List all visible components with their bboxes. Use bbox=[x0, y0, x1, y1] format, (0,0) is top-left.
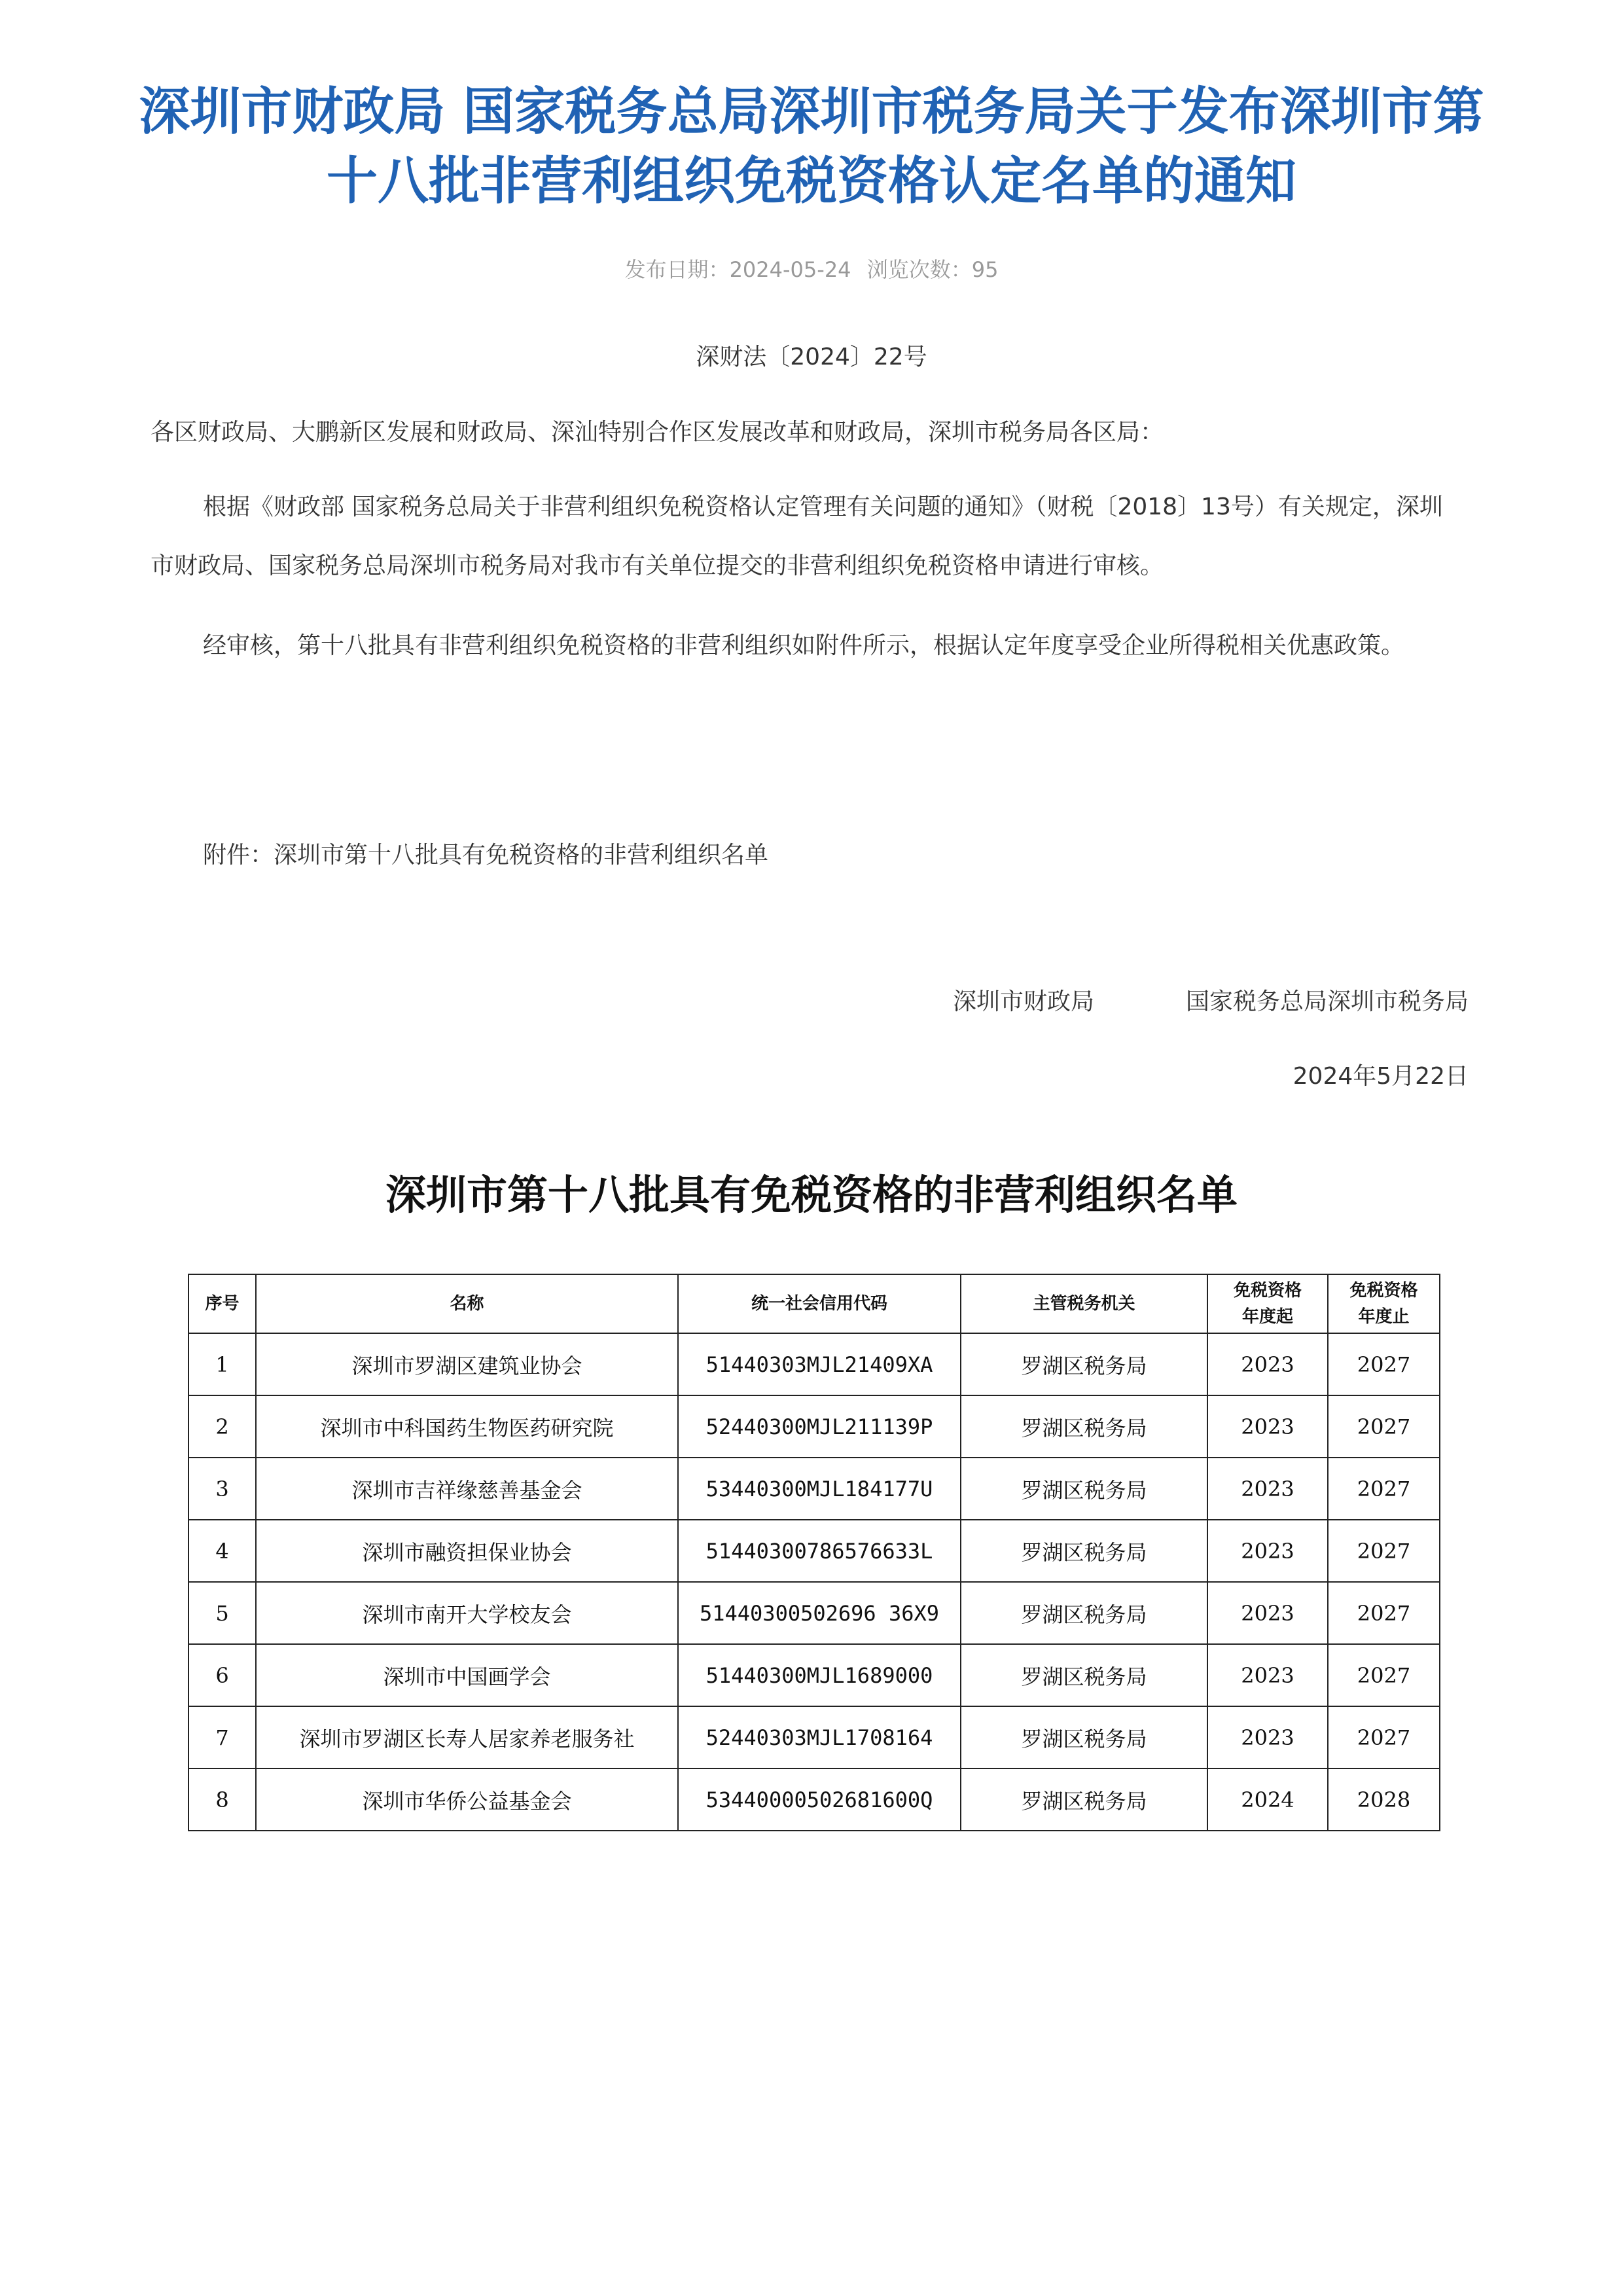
table-header-row bbox=[188, 1274, 1440, 1333]
cell-tax-authority: 罗湖区税务局 bbox=[961, 1706, 1207, 1768]
cell-seq: 7 bbox=[188, 1706, 256, 1768]
notice-title: 深圳市财政局 国家税务总局深圳市税务局关于发布深圳市第十八批非营利组织免税资格认定名单的通知 bbox=[139, 82, 1484, 211]
cell-credit-code: 52440303MJL1708164 bbox=[678, 1706, 961, 1768]
cell-tax-authority: 罗湖区税务局 bbox=[961, 1520, 1207, 1582]
table-row bbox=[188, 1458, 1440, 1520]
header-tax-authority: 主管税务机关 bbox=[961, 1274, 1207, 1333]
cell-end-year: 2027 bbox=[1328, 1395, 1440, 1458]
view-count: 95 bbox=[971, 257, 999, 282]
organization-table bbox=[188, 1274, 1440, 1831]
cell-start-year: 2023 bbox=[1207, 1706, 1328, 1768]
cell-credit-code: 534400005026816​00Q bbox=[678, 1768, 961, 1831]
cell-end-year: 2027 bbox=[1328, 1333, 1440, 1395]
cell-name: 深圳市中国画学会 bbox=[256, 1644, 678, 1706]
header-seq: 序号 bbox=[188, 1274, 256, 1333]
cell-start-year: 2023 bbox=[1207, 1644, 1328, 1706]
header-name: 名称 bbox=[256, 1274, 678, 1333]
cell-start-year: 2023 bbox=[1207, 1333, 1328, 1395]
table-row bbox=[188, 1768, 1440, 1831]
body-paragraph-1: 根据《财政部 国家税务总局关于非营利组织免税资格认定管理有关问题的通知》（财税〔2018〕13号）有关规定，深圳市财政局、国家税务总局深圳市税务局对我市有关单位提交的非营利组织免税资格申请进行审核。 bbox=[151, 493, 1443, 579]
cell-credit-code: 5144030078657​6633L bbox=[678, 1520, 961, 1582]
cell-end-year: 2027 bbox=[1328, 1458, 1440, 1520]
header-start-year bbox=[1207, 1274, 1328, 1333]
cell-name: 深圳市南开大学校友会 bbox=[256, 1582, 678, 1644]
cell-name: 深圳市罗湖区长寿人居家养老服务社 bbox=[256, 1706, 678, 1768]
table-row bbox=[188, 1706, 1440, 1768]
cell-seq: 8 bbox=[188, 1768, 256, 1831]
cell-tax-authority: 罗湖区税务局 bbox=[961, 1458, 1207, 1520]
cell-tax-authority: 罗湖区税务局 bbox=[961, 1582, 1207, 1644]
cell-end-year: 2028 bbox=[1328, 1768, 1440, 1831]
signer-tax-bureau: 国家税务总局深圳市税务局 bbox=[1185, 988, 1469, 1015]
sign-date: 2024年5月22日 bbox=[1293, 1063, 1469, 1090]
table-row bbox=[188, 1395, 1440, 1458]
table-row bbox=[188, 1520, 1440, 1582]
table-row bbox=[188, 1644, 1440, 1706]
cell-start-year: 2023 bbox=[1207, 1395, 1328, 1458]
view-count-label: 浏览次数： bbox=[866, 257, 972, 282]
cell-start-year: 2024 bbox=[1207, 1768, 1328, 1831]
addressee: 各区财政局、大鹏新区发展和财政局、深汕特别合作区发展改革和财政局，深圳市税务局各区局： bbox=[151, 419, 1164, 446]
cell-end-year: 2027 bbox=[1328, 1520, 1440, 1582]
cell-start-year: 2023 bbox=[1207, 1520, 1328, 1582]
cell-tax-authority: 罗湖区税务局 bbox=[961, 1644, 1207, 1706]
cell-credit-code: 51440303MJL21409XA bbox=[678, 1333, 961, 1395]
header-start-year-line2: 年度起 bbox=[1241, 1307, 1293, 1327]
table-row bbox=[188, 1582, 1440, 1644]
cell-credit-code: 51440300502696 36X9 bbox=[678, 1582, 961, 1644]
cell-name: 深圳市中科国药生物医药研究院 bbox=[256, 1395, 678, 1458]
cell-tax-authority: 罗湖区税务局 bbox=[961, 1333, 1207, 1395]
cell-end-year: 2027 bbox=[1328, 1644, 1440, 1706]
cell-start-year: 2023 bbox=[1207, 1582, 1328, 1644]
publish-date: 2024-05-24 bbox=[729, 257, 851, 282]
cell-name: 深圳市融资担保业协会 bbox=[256, 1520, 678, 1582]
publish-meta bbox=[0, 257, 1623, 283]
attachment-line: 附件：深圳市第十八批具有免税资格的非营利组织名单 bbox=[203, 842, 769, 869]
header-end-year bbox=[1328, 1274, 1440, 1333]
cell-credit-code: 51440300MJL1689000 bbox=[678, 1644, 961, 1706]
header-end-year-line1: 免税资格 bbox=[1349, 1281, 1418, 1300]
header-end-year-line2: 年度止 bbox=[1358, 1307, 1410, 1327]
cell-credit-code: 53440300MJL184177U bbox=[678, 1458, 961, 1520]
header-credit-code: 统一社会信用代码 bbox=[678, 1274, 961, 1333]
cell-seq: 3 bbox=[188, 1458, 256, 1520]
attachment-list-title: 深圳市第十八批具有免税资格的非营利组织名单 bbox=[385, 1171, 1238, 1219]
header-start-year-line1: 免税资格 bbox=[1233, 1281, 1302, 1300]
cell-seq: 6 bbox=[188, 1644, 256, 1706]
signer-finance-bureau: 深圳市财政局 bbox=[952, 988, 1094, 1015]
signers bbox=[953, 987, 1469, 1017]
body-paragraph-2: 经审核，第十八批具有非营利组织免税资格的非营利组织如附件所示，根据认定年度享受企业所得税相关优惠政策。 bbox=[203, 632, 1405, 659]
cell-seq: 5 bbox=[188, 1582, 256, 1644]
cell-name: 深圳市罗湖区建筑业协会 bbox=[256, 1333, 678, 1395]
table-row bbox=[188, 1333, 1440, 1395]
cell-end-year: 2027 bbox=[1328, 1582, 1440, 1644]
cell-name: 深圳市华侨公益基金会 bbox=[256, 1768, 678, 1831]
cell-seq: 4 bbox=[188, 1520, 256, 1582]
cell-seq: 2 bbox=[188, 1395, 256, 1458]
cell-tax-authority: 罗湖区税务局 bbox=[961, 1395, 1207, 1458]
cell-credit-code: 52440300MJL211139P bbox=[678, 1395, 961, 1458]
publish-date-label: 发布日期： bbox=[624, 257, 730, 282]
cell-tax-authority: 罗湖区税务局 bbox=[961, 1768, 1207, 1831]
cell-name: 深圳市吉祥缘慈善基金会 bbox=[256, 1458, 678, 1520]
cell-end-year: 2027 bbox=[1328, 1706, 1440, 1768]
document-number: 深财法〔2024〕22号 bbox=[696, 344, 927, 370]
cell-seq: 1 bbox=[188, 1333, 256, 1395]
cell-start-year: 2023 bbox=[1207, 1458, 1328, 1520]
